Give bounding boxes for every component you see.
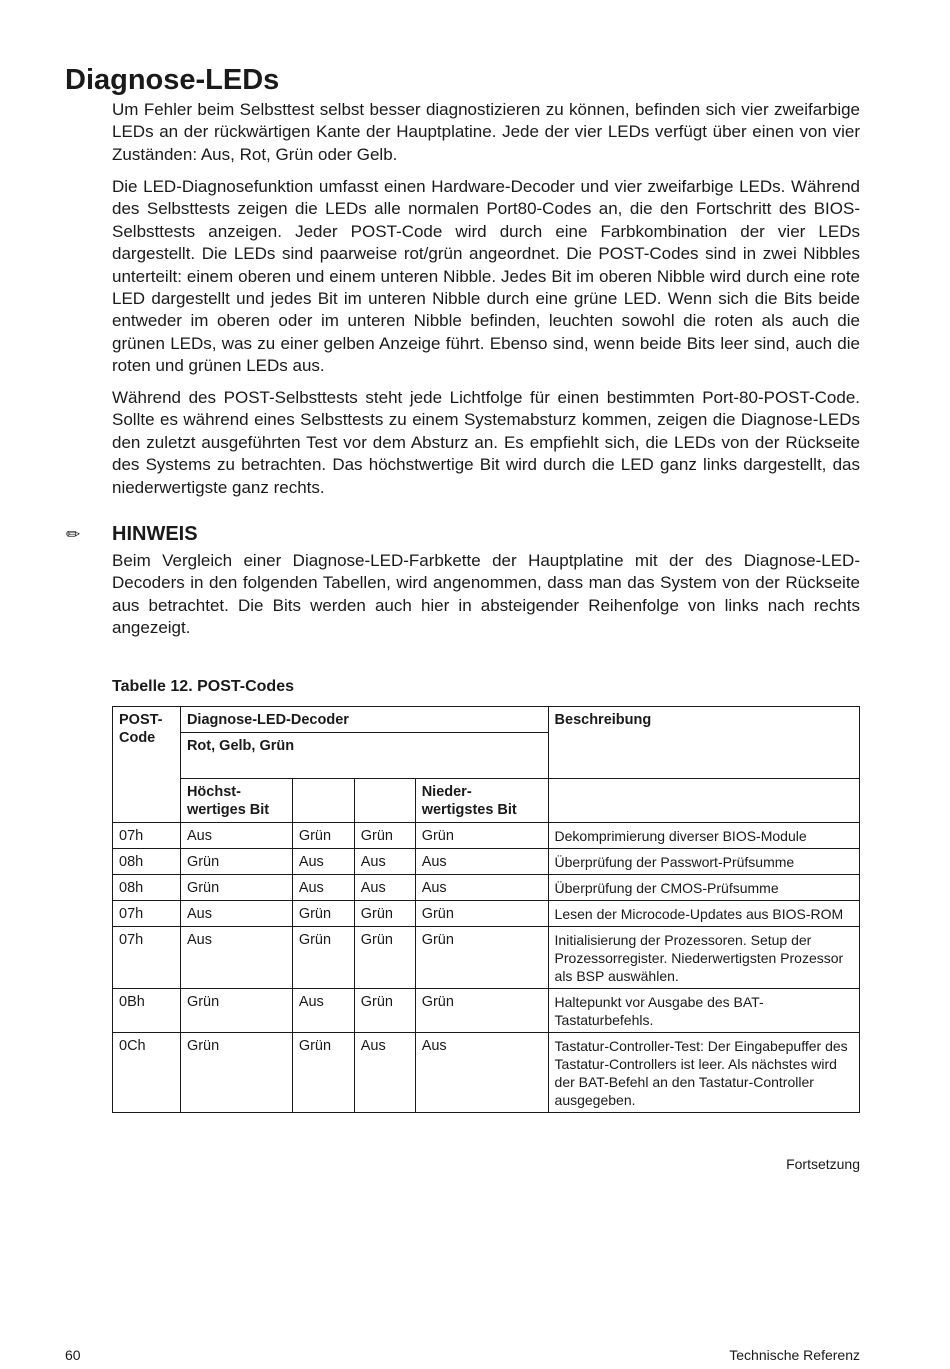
led-cell: Grün	[180, 989, 292, 1033]
led-cell: Grün	[180, 849, 292, 875]
table-row	[113, 1033, 860, 1113]
note-text: Beim Vergleich einer Diagnose-LED-Farbkette der Hauptplatine mit der des Diagnose-LED-Decoders in den folgenden Tabellen, wird angenommen, dass man das System von der Rückseite aus betrachtet. Die Bits werden auch hier in absteigender Reihenfolge von links nach rechts angezeigt.	[112, 551, 860, 638]
led-cell: Grün	[180, 875, 292, 901]
led-cell: Grün	[354, 901, 415, 927]
description-cell: Lesen der Microcode-Updates aus BIOS-ROM	[548, 901, 859, 927]
description-cell: Überprüfung der CMOS-Prüfsumme	[548, 875, 859, 901]
led-cell: Grün	[292, 927, 354, 989]
header-msb: Höchst-wertiges Bit	[180, 779, 292, 823]
post-codes-table	[112, 706, 860, 1113]
header-bit-3	[354, 779, 415, 823]
led-cell: Aus	[415, 849, 548, 875]
table-row	[113, 989, 860, 1033]
led-cell: Aus	[292, 875, 354, 901]
header-description-blank	[548, 779, 859, 823]
table-header-row	[113, 779, 860, 823]
led-cell: Aus	[292, 849, 354, 875]
post-code-cell: 0Bh	[113, 989, 181, 1033]
led-cell: Grün	[415, 927, 548, 989]
table-row	[113, 901, 860, 927]
led-cell: Aus	[354, 1033, 415, 1113]
post-code-cell: 07h	[113, 927, 181, 989]
post-code-cell: 08h	[113, 875, 181, 901]
led-cell: Aus	[180, 901, 292, 927]
led-cell: Aus	[354, 849, 415, 875]
note-title: HINWEIS	[112, 523, 198, 545]
footer-document-title: Technische Referenz	[729, 1347, 860, 1363]
header-post-code: POST-Code	[113, 707, 181, 823]
post-code-cell: 07h	[113, 901, 181, 927]
page-number: 60	[65, 1347, 81, 1363]
description-cell: Tastatur-Controller-Test: Der Eingabepuffer des Tastatur-Controllers ist leer. Als nächstes wird der BAT-Befehl an den Tastatur-Controller ausgegeben.	[548, 1033, 859, 1113]
led-cell: Grün	[292, 823, 354, 849]
table-row	[113, 849, 860, 875]
led-cell: Grün	[292, 1033, 354, 1113]
header-bit-2	[292, 779, 354, 823]
continued-label: Fortsetzung	[786, 1156, 860, 1172]
header-description: Beschreibung	[548, 707, 859, 779]
led-function-paragraph: Die LED-Diagnosefunktion umfasst einen Hardware-Decoder und vier zweifarbige LEDs. Während des Selbsttests zeigen die LEDs alle normalen Port80-Codes an, die den Fortschritt des BIOS-Selbsttests anzeigen. Jeder POST-Code wird durch eine Farbkombination der vier LEDs dargestellt. Die LEDs sind paarweise rot/grün angeordnet. Die POST-Codes sind in zwei Nibbles unterteilt: einem oberen und einem unteren Nibble. Jedes Bit im oberen Nibble wird durch eine rote LED dargestellt und jedes Bit im unteren Nibble durch eine grüne LED. Wenn sich die Bits beide entweder im oberen oder im unteren Nibble befinden, leuchten sowohl die roten als auch die grünen LEDs, was zu einer gelben Anzeige führt. Ebenso sind, wenn beide Bits leer sind, auch die roten und grünen LEDs aus.	[112, 177, 860, 376]
table-row	[113, 875, 860, 901]
led-cell: Aus	[415, 1033, 548, 1113]
header-colors: Rot, Gelb, Grün	[180, 733, 548, 779]
led-cell: Aus	[354, 875, 415, 901]
intro-paragraph: Um Fehler beim Selbsttest selbst besser diagnostizieren zu können, befinden sich vier zweifarbige LEDs an der rückwärtigen Kante der Hauptplatine. Jede der vier LEDs verfügt über einen von vier Zuständen: Aus, Rot, Grün oder Gelb.	[112, 100, 860, 164]
description-cell: Dekomprimierung diverser BIOS-Module	[548, 823, 859, 849]
table-caption: Tabelle 12. POST-Codes	[112, 678, 294, 695]
description-cell: Haltepunkt vor Ausgabe des BAT-Tastaturbefehls.	[548, 989, 859, 1033]
table-row	[113, 927, 860, 989]
header-decoder: Diagnose-LED-Decoder	[180, 707, 548, 733]
post-code-cell: 08h	[113, 849, 181, 875]
table-header-row	[113, 707, 860, 733]
post-code-cell: 0Ch	[113, 1033, 181, 1113]
led-cell: Grün	[180, 1033, 292, 1113]
led-cell: Grün	[415, 823, 548, 849]
description-cell: Überprüfung der Passwort-Prüfsumme	[548, 849, 859, 875]
led-cell: Grün	[415, 989, 548, 1033]
led-cell: Aus	[292, 989, 354, 1033]
pencil-icon: ✏	[66, 525, 81, 545]
header-lsb: Nieder-wertigstes Bit	[415, 779, 548, 823]
led-cell: Grün	[354, 927, 415, 989]
led-cell: Aus	[180, 927, 292, 989]
post-code-cell: 07h	[113, 823, 181, 849]
led-cell: Aus	[415, 875, 548, 901]
led-cell: Grün	[354, 989, 415, 1033]
led-cell: Aus	[180, 823, 292, 849]
led-cell: Grün	[292, 901, 354, 927]
page-title: Diagnose-LEDs	[65, 64, 280, 96]
led-cell: Grün	[415, 901, 548, 927]
led-cell: Grün	[354, 823, 415, 849]
description-cell: Initialisierung der Prozessoren. Setup der Prozessorregister. Niederwertigsten Prozessor als BSP auswählen.	[548, 927, 859, 989]
post-sequence-paragraph: Während des POST-Selbsttests steht jede Lichtfolge für einen bestimmten Port-80-POST-Code. Sollte es während eines Selbsttests zu einem Systemabsturz kommen, zeigen die Diagnose-LEDs den zuletzt ausgeführten Test vor dem Absturz an. Es empfiehlt sich, die LEDs von der Rückseite des Systems zu betrachten. Das höchstwertige Bit wird durch die LED ganz links dargestellt, das niederwertigste ganz rechts.	[112, 388, 860, 497]
table-row	[113, 823, 860, 849]
